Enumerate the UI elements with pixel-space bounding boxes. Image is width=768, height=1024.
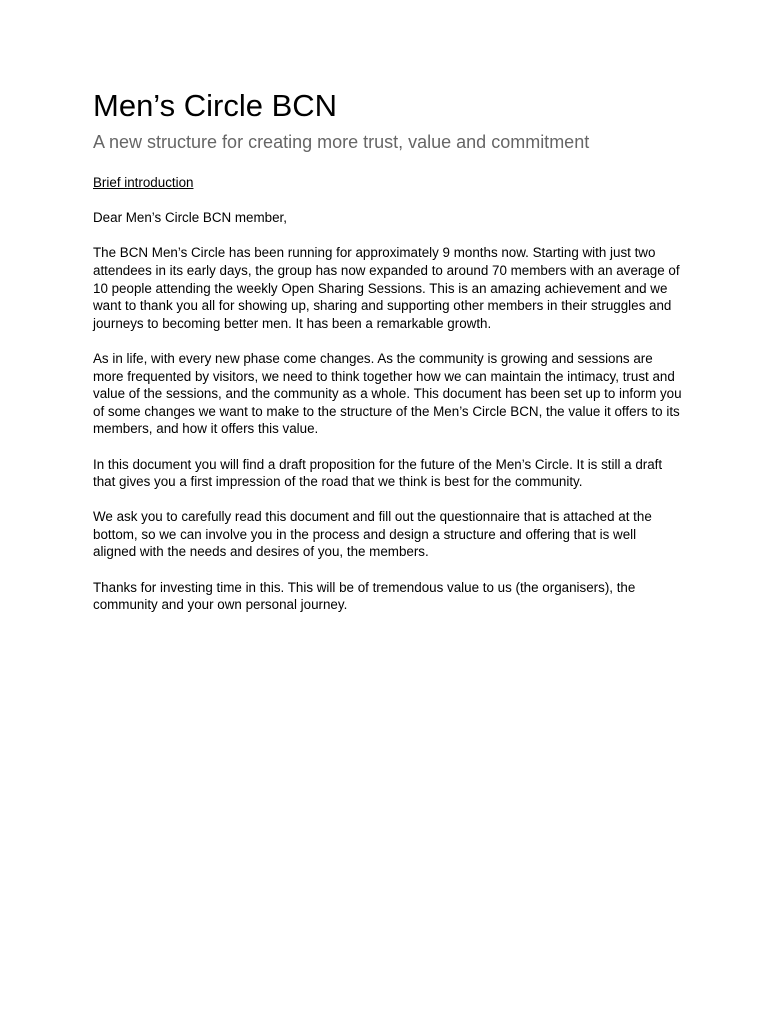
paragraph: Thanks for investing time in this. This will be of tremendous value to us (the organisers), the community and your own personal journey. (93, 579, 636, 613)
paragraph: In this document you will find a draft proposition for the future of the Men’s Circle. It is still a draft that gives you a first impression of the road that we think is best for the community. (93, 456, 663, 490)
section-heading: Brief introduction (93, 175, 194, 190)
document-subtitle: A new structure for creating more trust, value and commitment (93, 132, 590, 152)
paragraph: As in life, with every new phase come changes. As the community is growing and sessions are more frequented by visitors, we need to think together how we can maintain the intimacy, trust and value of the sessions, and the community as a whole. This document has been set up to inform you of some changes we want to make to the structure of the Men’s Circle BCN, the value it offers to its members, and how it offers this value. (93, 350, 682, 437)
document-title: Men’s Circle BCN (93, 88, 338, 123)
salutation: Dear Men’s Circle BCN member, (93, 210, 287, 226)
document-page (93, 86, 683, 614)
paragraph: We ask you to carefully read this document and fill out the questionnaire that is attached at the bottom, so we can involve you in the process and design a structure and offering that is well aligned with the needs and desires of you, the members. (93, 509, 652, 560)
paragraph: The BCN Men’s Circle has been running for approximately 9 months now. Starting with just two attendees in its early days, the group has now expanded to around 70 members with an average of 10 people attending the weekly Open Sharing Sessions. This is an amazing achievement and we want to thank you all for showing up, sharing and supporting other members in their struggles and journeys to becoming better men. It has been a remarkable growth. (93, 245, 680, 331)
